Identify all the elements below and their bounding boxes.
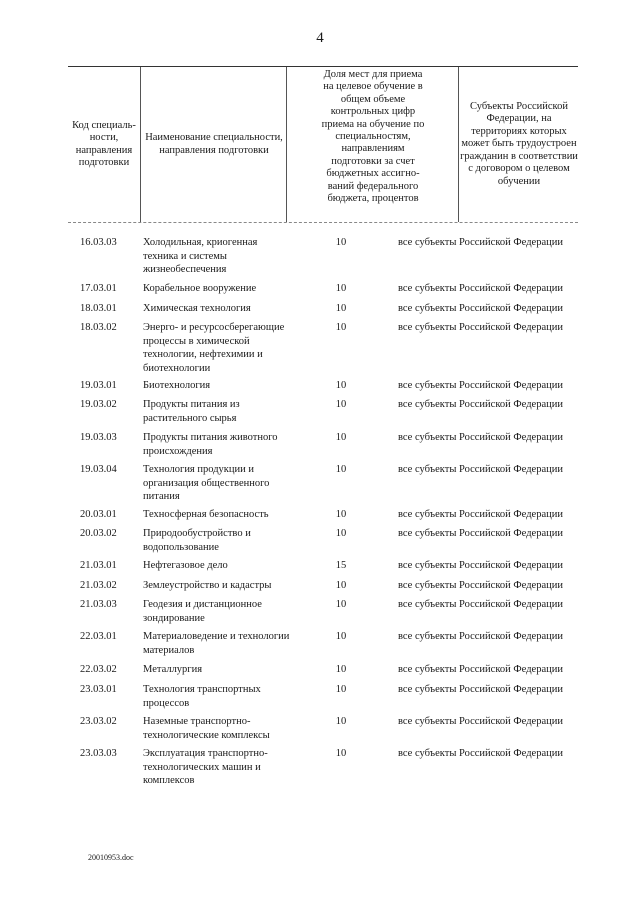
row-subject: все субъекты Российской Федерации — [398, 509, 563, 520]
page-number: 4 — [316, 30, 324, 46]
row-code: 22.03.02 — [80, 664, 117, 675]
row-name: Эксплуатация транспортно-технологических машин и комплексов — [143, 748, 268, 786]
row-subject: все субъекты Российской Федерации — [398, 528, 563, 539]
row-name: Продукты питания животного происхождения — [143, 432, 278, 457]
row-code: 23.03.02 — [80, 716, 117, 727]
row-name: Биотехнология — [143, 380, 211, 391]
header-code-label: Код специаль-ности, направления подготовки — [72, 119, 136, 168]
row-name: Металлургия — [143, 664, 203, 675]
row-share: 10 — [335, 237, 347, 248]
row-subject: все субъекты Российской Федерации — [398, 684, 563, 695]
header-name-label: Наименование специальности, направления подготовки — [145, 132, 283, 156]
row-share: 10 — [335, 716, 347, 727]
row-code: 17.03.01 — [80, 283, 117, 294]
row-name: Наземные транспортно-технологические комплексы — [143, 716, 270, 741]
row-name: Продукты питания из растительного сырья — [143, 399, 240, 424]
row-name: Материаловедение и технологии материалов — [143, 631, 290, 656]
row-subject: все субъекты Российской Федерации — [398, 399, 563, 410]
row-code: 22.03.01 — [80, 631, 117, 642]
row-subject: все субъекты Российской Федерации — [398, 599, 563, 610]
header-subjects-label: Субъекты Российской Федерации, на территориях которых может быть трудоустроен гражданин в соответствии с договором о целевом обучении — [460, 101, 578, 187]
row-share: 10 — [335, 283, 347, 294]
row-name: Природообустройство и водопользование — [143, 528, 251, 553]
row-name: Химическая технология — [143, 303, 251, 314]
row-subject: все субъекты Российской Федерации — [398, 560, 563, 571]
row-share: 10 — [335, 322, 347, 333]
row-share: 10 — [335, 509, 347, 520]
row-share: 10 — [335, 528, 347, 539]
row-share: 10 — [335, 303, 347, 314]
row-share: 10 — [335, 399, 347, 410]
row-code: 18.03.01 — [80, 303, 117, 314]
row-share: 10 — [335, 580, 347, 591]
row-share: 15 — [335, 560, 347, 571]
row-share: 10 — [335, 432, 347, 443]
row-share: 10 — [335, 748, 347, 759]
row-code: 21.03.03 — [80, 599, 117, 610]
row-name: Геодезия и дистанционное зондирование — [143, 599, 262, 624]
row-code: 21.03.02 — [80, 580, 117, 591]
row-subject: все субъекты Российской Федерации — [398, 631, 563, 642]
header-share-label: Доля мест для приема на целевое обучение в общем объеме контрольных цифр приема на обучение по специальностям, направлениям подготовки за счет бюджетных ассигно-ваний федерального бюджета, процентов — [321, 69, 425, 205]
row-code: 19.03.04 — [80, 464, 117, 475]
row-name: Технология транспортных процессов — [143, 684, 261, 709]
row-subject: все субъекты Российской Федерации — [398, 664, 563, 675]
row-code: 19.03.03 — [80, 432, 117, 443]
row-subject: все субъекты Российской Федерации — [398, 303, 563, 314]
row-subject: все субъекты Российской Федерации — [398, 237, 563, 248]
row-code: 20.03.02 — [80, 528, 117, 539]
row-code: 23.03.03 — [80, 748, 117, 759]
row-share: 10 — [335, 631, 347, 642]
row-share: 10 — [335, 664, 347, 675]
row-code: 16.03.03 — [80, 237, 117, 248]
row-subject: все субъекты Российской Федерации — [398, 283, 563, 294]
row-subject: все субъекты Российской Федерации — [398, 380, 563, 391]
row-name: Корабельное вооружение — [143, 283, 257, 294]
row-share: 10 — [335, 464, 347, 475]
row-code: 18.03.02 — [80, 322, 117, 333]
row-subject: все субъекты Российской Федерации — [398, 464, 563, 475]
row-code: 20.03.01 — [80, 509, 117, 520]
row-subject: все субъекты Российской Федерации — [398, 432, 563, 443]
row-code: 19.03.01 — [80, 380, 117, 391]
row-name: Техносферная безопасность — [143, 509, 269, 520]
row-name: Холодильная, криогенная техника и системы жизнеобеспечения — [143, 237, 258, 275]
row-share: 10 — [335, 599, 347, 610]
row-code: 23.03.01 — [80, 684, 117, 695]
row-subject: все субъекты Российской Федерации — [398, 748, 563, 759]
row-name: Землеустройство и кадастры — [143, 580, 272, 591]
row-subject: все субъекты Российской Федерации — [398, 716, 563, 727]
footer-filename: 20010953.doc — [88, 853, 134, 862]
row-name: Технология продукции и организация общественного питания — [143, 464, 270, 502]
row-code: 19.03.02 — [80, 399, 117, 410]
row-share: 10 — [335, 684, 347, 695]
row-name: Нефтегазовое дело — [143, 560, 228, 571]
row-subject: все субъекты Российской Федерации — [398, 580, 563, 591]
row-name: Энерго- и ресурсосберегающие процессы в химической технологии, нефтехимии и биотехнологии — [143, 322, 285, 374]
row-code: 21.03.01 — [80, 560, 117, 571]
row-subject: все субъекты Российской Федерации — [398, 322, 563, 333]
row-share: 10 — [335, 380, 347, 391]
